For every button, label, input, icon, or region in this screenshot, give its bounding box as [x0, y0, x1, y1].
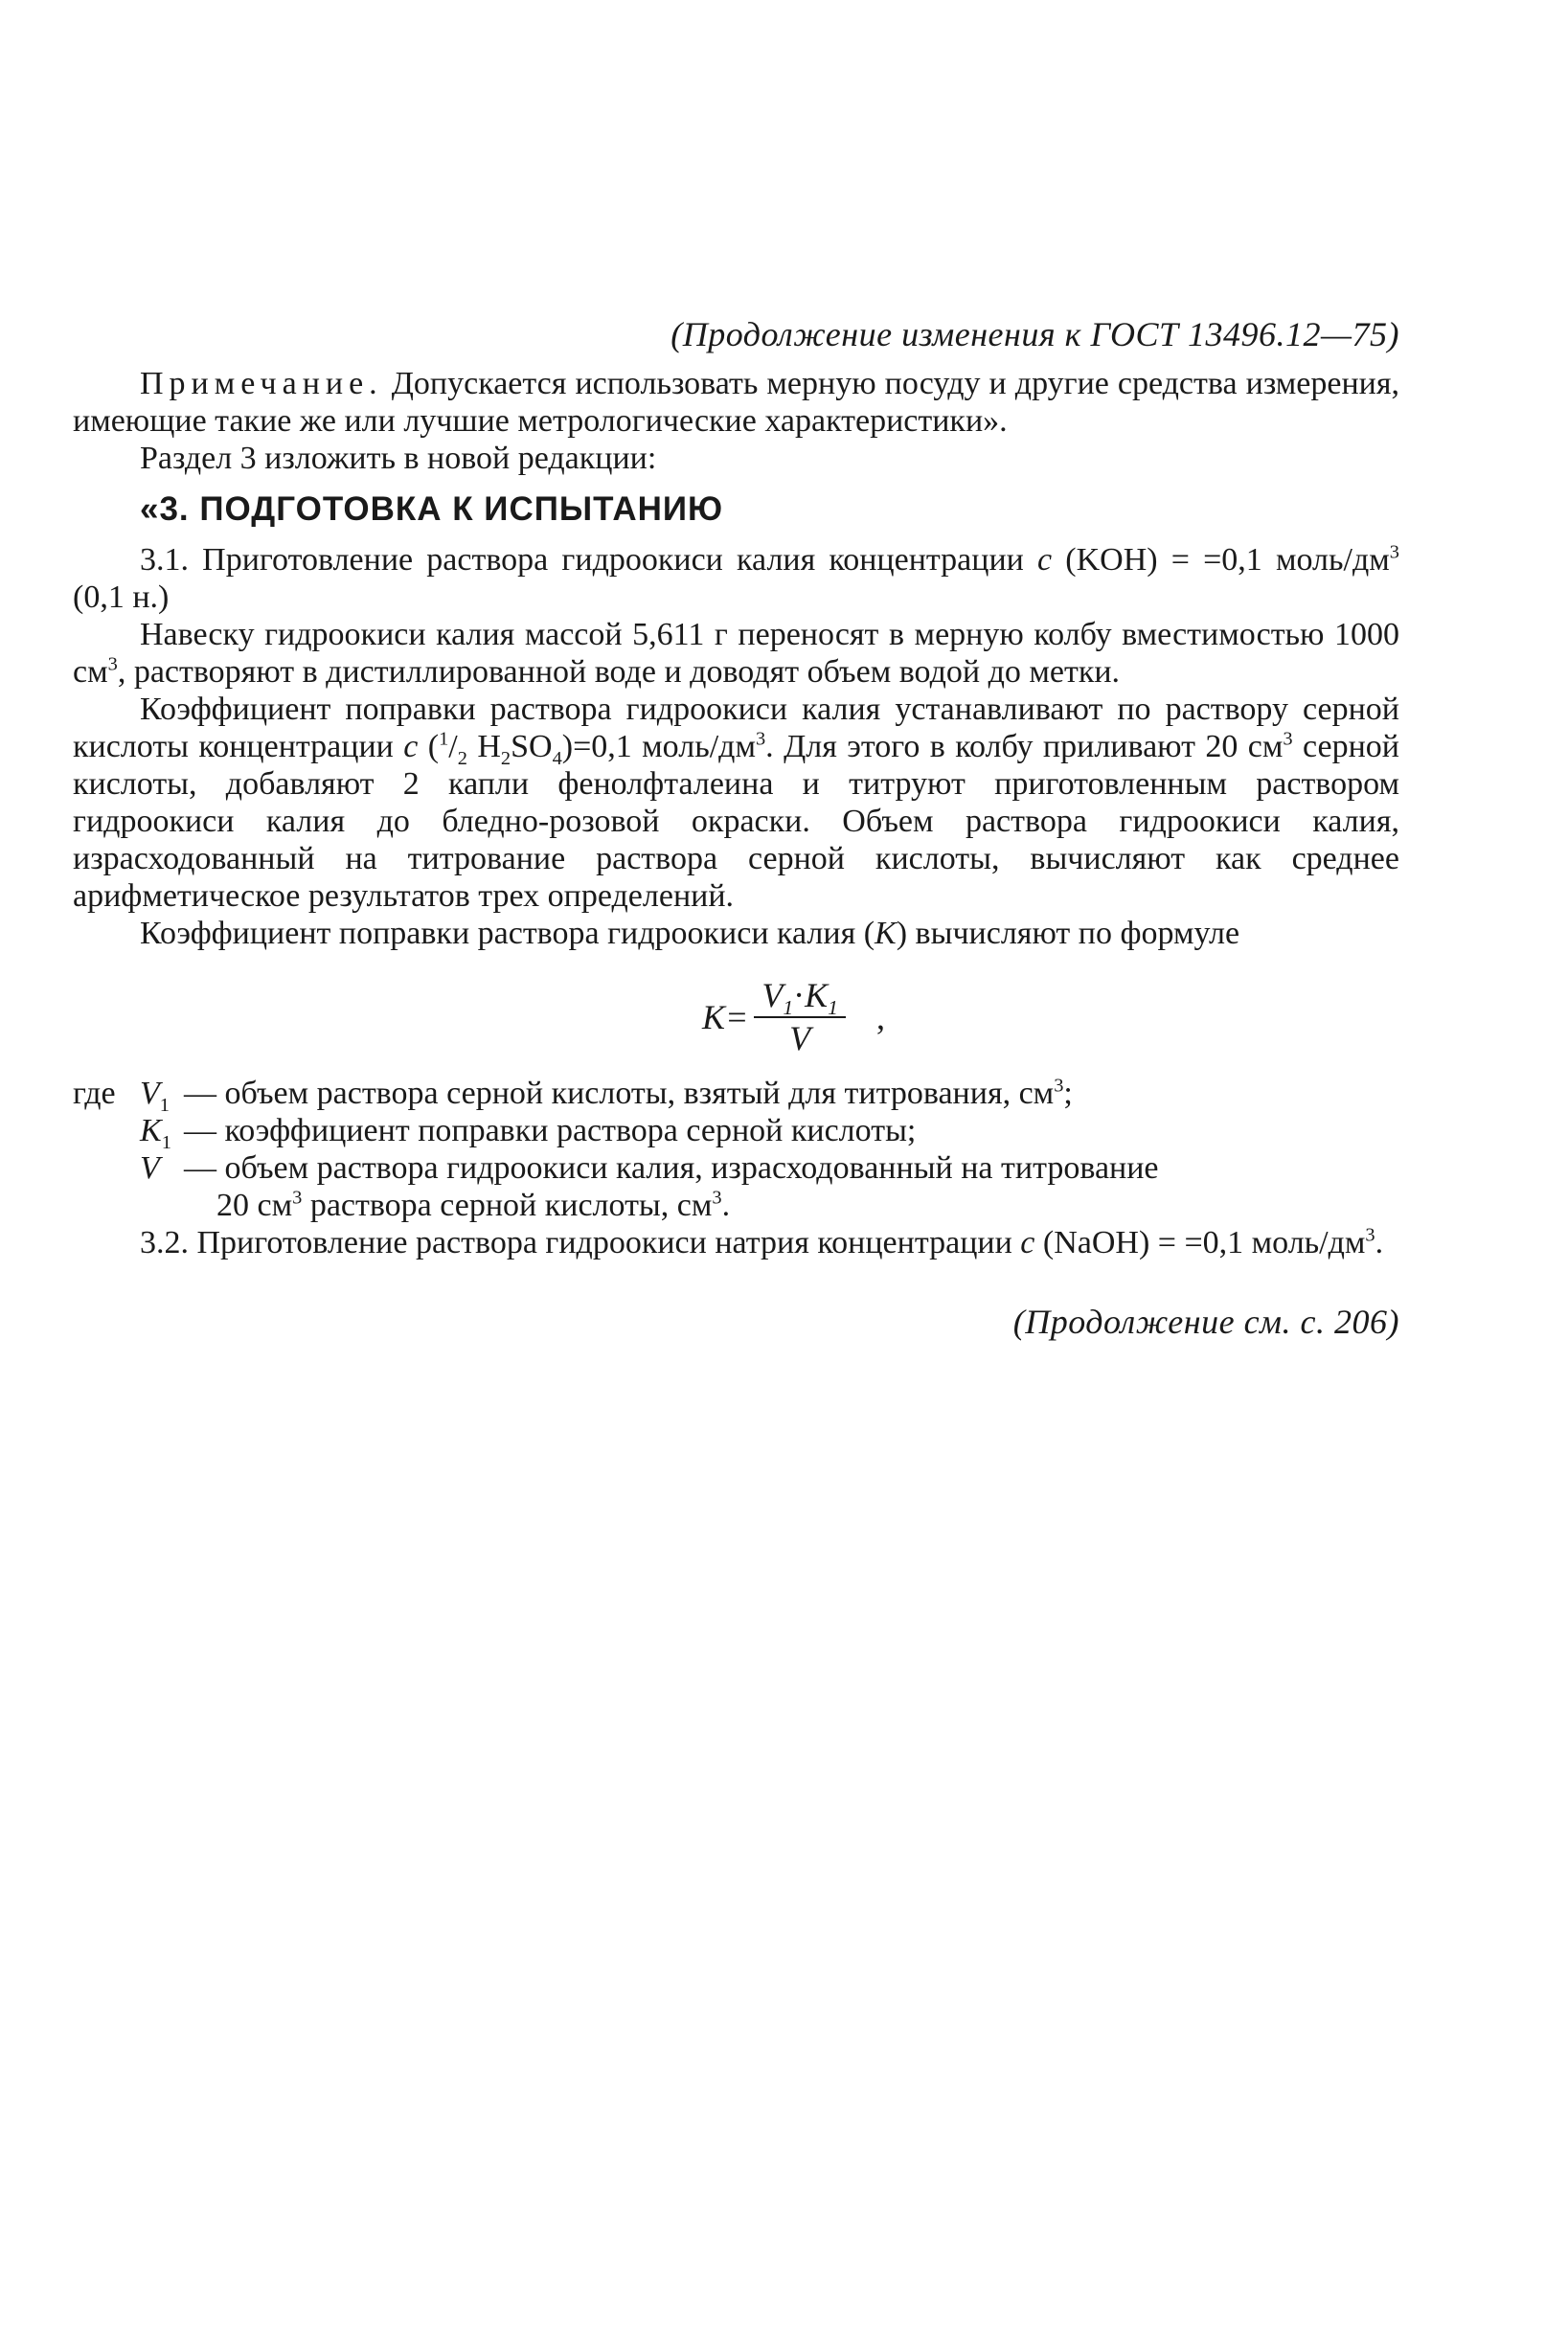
note-paragraph	[73, 365, 1399, 440]
coefficient-formula	[73, 977, 1399, 1057]
formula-intro-paragraph: Коэффициент поправки раствора гидроокиси калия (K) вычисляют по формуле	[140, 916, 1240, 951]
formula-numerator: $V_1\cdot K_1$	[754, 977, 846, 1018]
formula-comma: ,	[875, 997, 885, 1036]
section-title: «3. ПОДГОТОВКА К ИСПЫТАНИЮ	[140, 490, 724, 528]
intro-paragraph: Раздел 3 изложить в новой редакции:	[140, 441, 657, 476]
header-continuation: (Продолжение изменения к ГОСТ 13496.12—75)	[670, 315, 1399, 353]
definition-item: где $V_1$ — объем раствора серной кислоты, взятый для титрования, $см^3$;	[73, 1075, 1073, 1116]
definition-item: V — объем раствора гидроокиси калия, израсходованный на титрование	[140, 1150, 1159, 1186]
coefficient-paragraph: Коэффициент поправки раствора гидроокиси калия устанавливают по раствору серной кислоты концентрации c ($^1/_2$ $H_2SO_4)=0,1$ моль/$дм^3$. Для этого в колбу приливают 20 $см^3$ серной кислоты, добавляют 2 капли фенолфталеина и титруют приготовленным раствором гидроокиси калия до бледно-розовой окраски. Объем раствора гидроокиси калия, израсходованный на титрование раствора серной кислоты, вычисляют как среднее арифметическое результатов трех определений.	[73, 692, 1399, 914]
document-page	[73, 316, 1399, 1341]
formula-lhs: K=	[702, 997, 749, 1036]
definitions-list	[73, 1075, 1399, 1224]
formula-fraction	[754, 977, 846, 1057]
definition-continuation: 20 $см^3$ раствора серной кислоты, $см^3$.	[216, 1187, 731, 1223]
weighing-paragraph: Навеску гидроокиси калия массой 5,611 г переносят в мерную колбу вместимостью 1000 $см^3$, растворяют в дистиллированной воде и доводят объем водой до метки.	[73, 617, 1399, 690]
item-3-2-paragraph: 3.2. Приготовление раствора гидроокиси натрия концентрации c (NaOH) = =0,1 моль/$дм^3$.	[140, 1224, 1384, 1260]
formula-denominator: V	[789, 1019, 811, 1057]
definition-item: $K_1$ — коэффициент поправки раствора серной кислоты;	[140, 1113, 917, 1153]
note-text: Допускается использовать мерную посуду и другие средства измерения, имеющие такие же или лучшие метрологические характеристики».	[73, 366, 1399, 439]
item-3-1-paragraph: 3.1. Приготовление раствора гидроокиси калия концентрации c (KOH) = =0,1 моль/$дм^3$ (0,1 н.)	[73, 541, 1399, 615]
note-label: Примечание.	[140, 366, 383, 401]
footer-continuation: (Продолжение см. с. 206)	[1012, 1303, 1399, 1341]
